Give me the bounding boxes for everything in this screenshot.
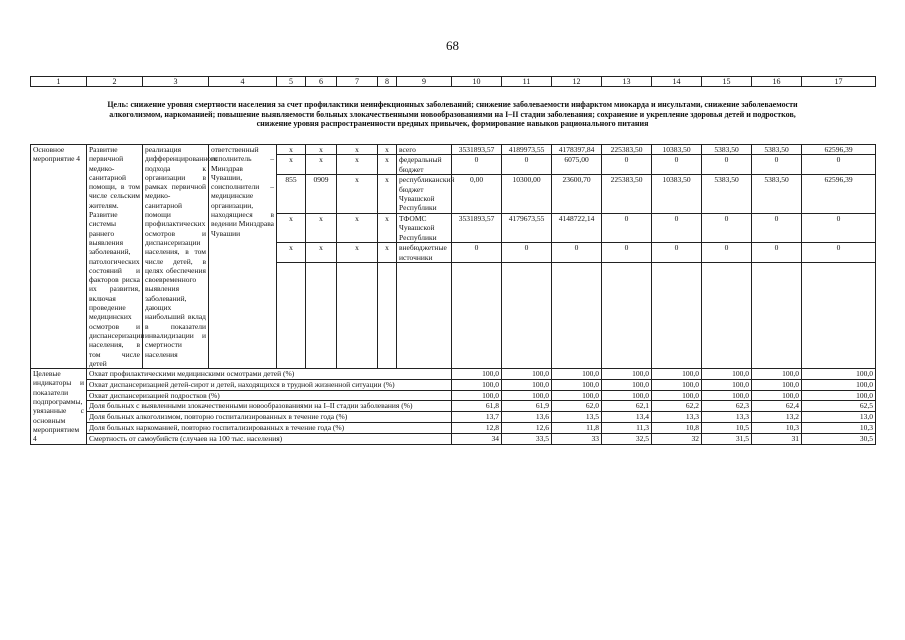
indicator-value: 61,8 [452, 401, 502, 412]
indicator-value: 100,0 [752, 379, 802, 390]
code-cell: x [277, 155, 306, 175]
value-cell: 4189973,55 [502, 145, 552, 155]
event-name: Развитие первичной медико-санитарной помощи, в том числе сельским жителям. Развитие системы раннего выявления заболеваний, патологических состояний и факторов риска их развития, включая проведение медицинских осмотров и диспансеризации населения, в том числе детей [87, 145, 143, 369]
value-cell: 5383,50 [702, 175, 752, 214]
code-cell: x [306, 213, 337, 242]
indicator-value: 100,0 [602, 379, 652, 390]
indicator-value: 13,7 [452, 412, 502, 423]
value-cell: 62596,39 [802, 145, 876, 155]
indicator-value: 10,3 [752, 422, 802, 433]
code-cell: x [337, 145, 378, 155]
code-cell: x [277, 145, 306, 155]
column-number: 15 [702, 77, 752, 87]
value-cell: 0 [652, 243, 702, 263]
indicator-value: 100,0 [502, 390, 552, 401]
code-cell: x [378, 175, 397, 214]
code-cell: x [378, 155, 397, 175]
indicator-value: 11,3 [602, 422, 652, 433]
code-cell: 855 [277, 175, 306, 214]
indicator-value: 62,2 [652, 401, 702, 412]
value-cell: 4178397,84 [552, 145, 602, 155]
value-cell: 0 [502, 243, 552, 263]
column-number-header [30, 76, 876, 87]
indicator-value: 100,0 [702, 390, 752, 401]
indicator-value: 31 [752, 433, 802, 444]
indicator-name: Доля больных с выявленными злокачественными новообразованиями на I–II стадии заболевания (%) [87, 401, 452, 412]
indicator-value: 33,5 [502, 433, 552, 444]
code-cell: x [337, 155, 378, 175]
value-cell: 0 [452, 243, 502, 263]
indicator-value: 31,5 [702, 433, 752, 444]
value-cell: 0 [602, 155, 652, 175]
indicator-value: 32,5 [602, 433, 652, 444]
indicator-value: 13,5 [552, 412, 602, 423]
indicator-name: Смертность от самоубийств (случаев на 100 тыс. населения) [87, 433, 452, 444]
column-number: 17 [802, 77, 876, 87]
value-cell: 6075,00 [552, 155, 602, 175]
value-cell: 0 [702, 155, 752, 175]
column-number: 5 [277, 77, 306, 87]
code-cell: x [306, 155, 337, 175]
funding-source: федеральный бюджет [397, 155, 452, 175]
column-number: 1 [31, 77, 87, 87]
page-number: 68 [446, 38, 459, 53]
indicator-value: 62,1 [602, 401, 652, 412]
event-description: реализация дифференцированного подхода к организации в рамках первичной медико-санитарной помощи профилактических осмотров и диспансеризации населения, в том числе детей, в целях обеспечения своевременного выявления заболеваний, дающих наибольший вклад в показатели инвалидизации и смертности населения [143, 145, 209, 369]
indicator-value: 62,3 [702, 401, 752, 412]
indicator-value: 62,0 [552, 401, 602, 412]
funding-row [31, 145, 876, 155]
code-cell: x [337, 213, 378, 242]
value-cell: 225383,50 [602, 145, 652, 155]
indicator-value: 10,3 [802, 422, 876, 433]
indicator-value: 100,0 [702, 379, 752, 390]
indicators-label: Целевые индикаторы и показатели подпрограммы, увязанные с основным мероприятием 4 [31, 369, 87, 444]
code-cell: 0909 [306, 175, 337, 214]
indicator-name: Доля больных алкоголизмом, повторно госпитализированных в течение года (%) [87, 412, 452, 423]
indicator-value: 100,0 [502, 379, 552, 390]
funding-source: внебюджетные источники [397, 243, 452, 263]
column-number: 8 [378, 77, 397, 87]
value-cell: 0 [452, 155, 502, 175]
indicator-value: 11,8 [552, 422, 602, 433]
indicator-name: Охват профилактическими медицинскими осмотрами детей (%) [87, 369, 452, 380]
code-cell: x [277, 213, 306, 242]
indicator-value: 100,0 [552, 390, 602, 401]
indicator-value: 61,9 [502, 401, 552, 412]
indicator-row [31, 412, 876, 423]
code-cell: x [337, 175, 378, 214]
indicator-row [31, 433, 876, 444]
code-cell: x [306, 145, 337, 155]
indicator-value: 13,3 [702, 412, 752, 423]
indicator-value: 12,6 [502, 422, 552, 433]
indicator-row [31, 390, 876, 401]
indicator-value: 13,4 [602, 412, 652, 423]
value-cell: 0 [702, 243, 752, 263]
event-label: Основное мероприятие 4 [31, 145, 87, 369]
value-cell: 0 [802, 213, 876, 242]
value-cell: 0 [652, 155, 702, 175]
indicator-name: Доля больных наркоманией, повторно госпитализированных в течение года (%) [87, 422, 452, 433]
indicator-row [31, 422, 876, 433]
value-cell: 0 [752, 213, 802, 242]
indicator-value: 13,2 [752, 412, 802, 423]
funding-source: республиканский бюджет Чувашской Республики [397, 175, 452, 214]
column-number: 10 [452, 77, 502, 87]
indicator-name: Охват диспансеризацией детей-сирот и детей, находящихся в трудной жизненной ситуации (%) [87, 379, 452, 390]
goal-line: снижение уровня распространенности вредных привычек, формирование навыков рационального питания [256, 119, 649, 128]
event-table [30, 144, 876, 445]
event-responsible: ответственный исполнитель – Минздрав Чувашии, соисполнители – медицинские организации, находящиеся в ведении Минздрава Чувашии [209, 145, 277, 369]
value-cell: 4179673,55 [502, 213, 552, 242]
value-cell: 0 [602, 243, 652, 263]
indicator-row [31, 369, 876, 380]
indicator-value: 100,0 [602, 369, 652, 380]
value-cell: 4148722,14 [552, 213, 602, 242]
indicator-value: 10,5 [702, 422, 752, 433]
value-cell: 0 [802, 243, 876, 263]
value-cell: 0 [752, 155, 802, 175]
value-cell: 62596,39 [802, 175, 876, 214]
goal-line: алкоголизмом, наркоманией; повышение выявляемости больных злокачественными новообразованиями на I–II стадии заболевания; сохранение и укрепление здоровья детей и подростков, [109, 109, 796, 119]
indicator-value: 100,0 [802, 379, 876, 390]
column-number: 2 [87, 77, 143, 87]
code-cell: x [306, 243, 337, 263]
column-number: 7 [337, 77, 378, 87]
funding-source: всего [397, 145, 452, 155]
value-cell: 0 [802, 155, 876, 175]
indicator-value: 100,0 [802, 390, 876, 401]
indicator-value: 100,0 [652, 379, 702, 390]
indicator-value: 100,0 [652, 369, 702, 380]
goal-statement [30, 100, 875, 129]
indicator-value: 12,8 [452, 422, 502, 433]
column-number: 16 [752, 77, 802, 87]
column-number: 11 [502, 77, 552, 87]
indicator-value: 100,0 [752, 390, 802, 401]
indicator-value: 100,0 [552, 369, 602, 380]
value-cell: 3531893,57 [452, 145, 502, 155]
indicator-value: 13,0 [802, 412, 876, 423]
indicator-row [31, 401, 876, 412]
indicator-value: 100,0 [652, 390, 702, 401]
column-number: 6 [306, 77, 337, 87]
goal-line: Цель: снижение уровня смертности населения за счет профилактики неинфекционных заболеваний; снижение заболеваемости инфарктом миокарда и инсультами, снижение заболеваемости [107, 100, 798, 109]
indicator-value: 100,0 [702, 369, 752, 380]
value-cell: 0 [552, 243, 602, 263]
indicator-value: 32 [652, 433, 702, 444]
indicator-value: 62,4 [752, 401, 802, 412]
indicator-value: 30,5 [802, 433, 876, 444]
funding-source: ТФОМС Чувашской Республики [397, 213, 452, 242]
indicator-value: 13,3 [652, 412, 702, 423]
code-cell: x [378, 213, 397, 242]
column-number: 12 [552, 77, 602, 87]
code-cell: x [277, 243, 306, 263]
code-cell: x [378, 145, 397, 155]
value-cell: 0 [752, 243, 802, 263]
indicator-value: 62,5 [802, 401, 876, 412]
indicator-name: Охват диспансеризацией подростков (%) [87, 390, 452, 401]
indicator-value: 100,0 [552, 379, 602, 390]
indicator-value: 100,0 [452, 379, 502, 390]
value-cell: 10383,50 [652, 145, 702, 155]
column-number: 9 [397, 77, 452, 87]
indicator-value: 100,0 [452, 390, 502, 401]
value-cell: 225383,50 [602, 175, 652, 214]
value-cell: 0 [652, 213, 702, 242]
column-number: 13 [602, 77, 652, 87]
code-cell: x [337, 243, 378, 263]
value-cell: 0 [702, 213, 752, 242]
value-cell: 5383,50 [752, 145, 802, 155]
code-cell: x [378, 243, 397, 263]
value-cell: 0,00 [452, 175, 502, 214]
indicator-value: 13,6 [502, 412, 552, 423]
column-number: 4 [209, 77, 277, 87]
indicator-value: 100,0 [752, 369, 802, 380]
value-cell: 10300,00 [502, 175, 552, 214]
indicator-value: 100,0 [802, 369, 876, 380]
indicator-row [31, 379, 876, 390]
value-cell: 23600,70 [552, 175, 602, 214]
value-cell: 5383,50 [702, 145, 752, 155]
value-cell: 5383,50 [752, 175, 802, 214]
indicator-value: 100,0 [502, 369, 552, 380]
indicator-value: 100,0 [602, 390, 652, 401]
column-number: 3 [143, 77, 209, 87]
value-cell: 10383,50 [652, 175, 702, 214]
value-cell: 0 [602, 213, 652, 242]
indicator-value: 33 [552, 433, 602, 444]
indicator-value: 34 [452, 433, 502, 444]
value-cell: 0 [502, 155, 552, 175]
value-cell: 3531893,57 [452, 213, 502, 242]
indicator-value: 100,0 [452, 369, 502, 380]
indicator-value: 10,8 [652, 422, 702, 433]
column-number: 14 [652, 77, 702, 87]
